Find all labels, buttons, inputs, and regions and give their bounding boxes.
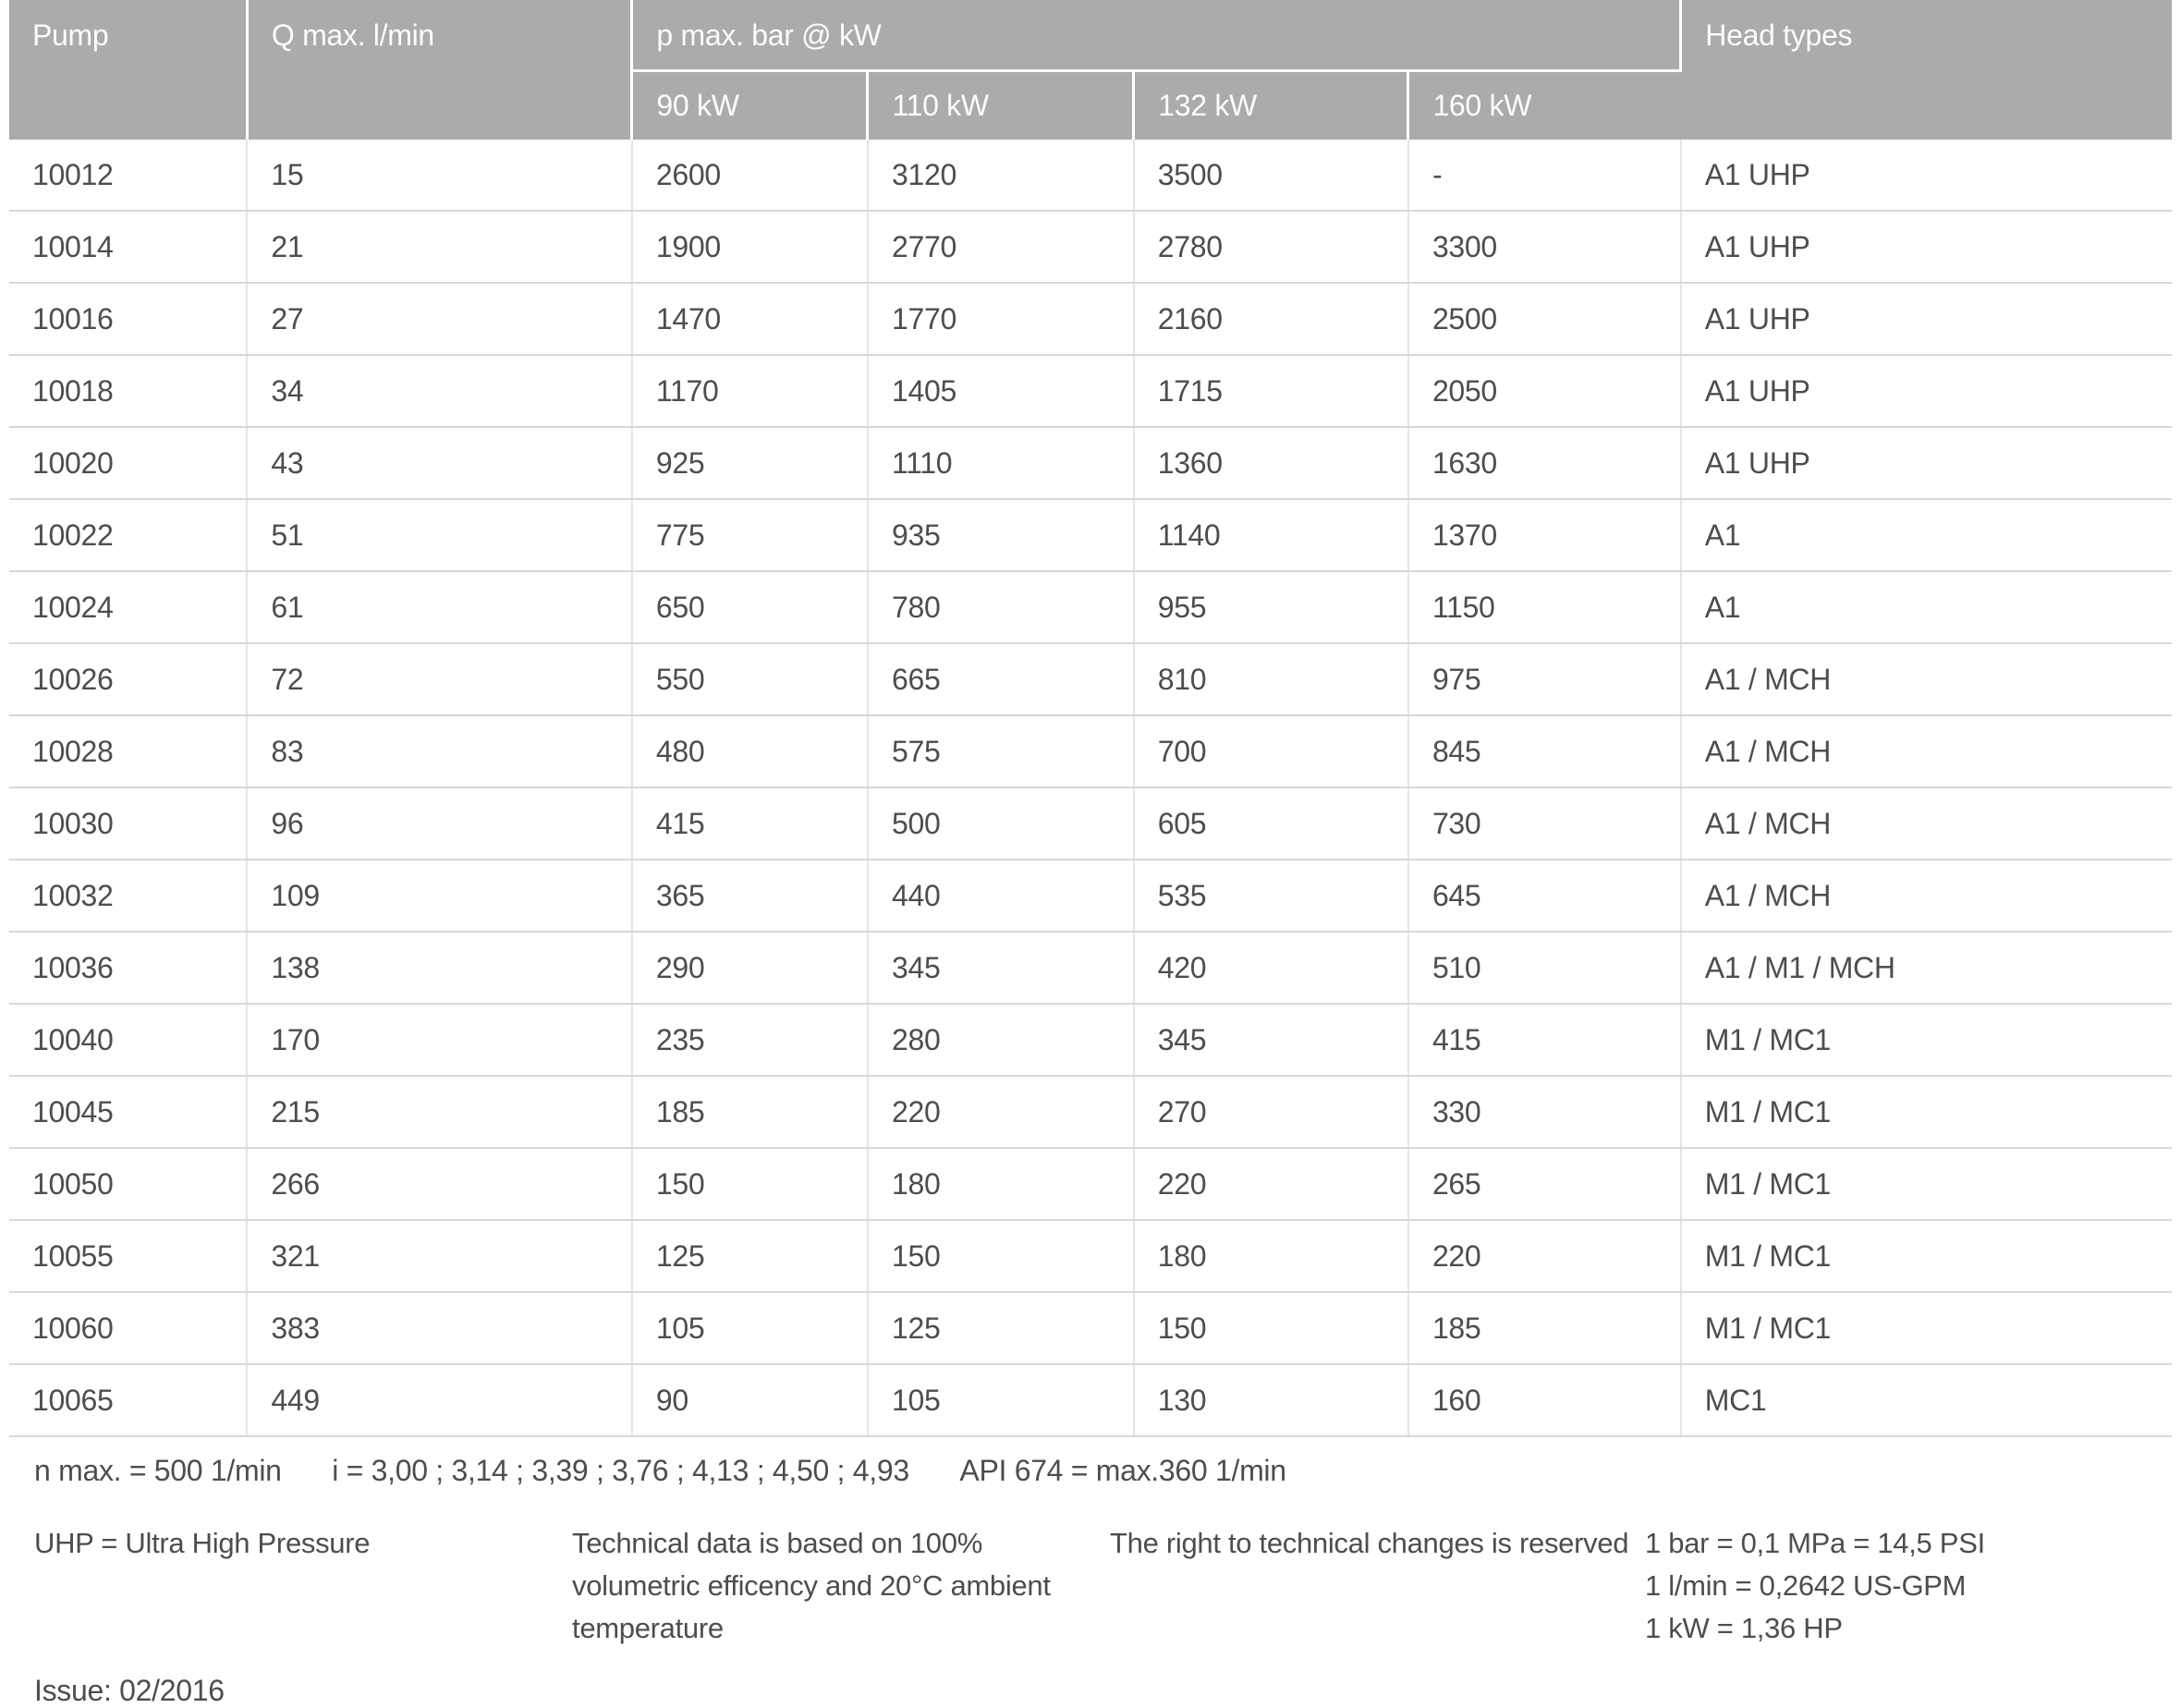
p-160kw-cell: - — [1408, 140, 1681, 211]
table-row — [9, 860, 2172, 932]
table-row — [9, 140, 2172, 211]
p-90kw-cell: 1900 — [632, 211, 868, 283]
footnote-n-max: n max. = 500 1/min — [34, 1454, 282, 1487]
col-header-132kw: 132 kW — [1134, 71, 1408, 140]
p-132kw-cell: 1360 — [1134, 427, 1408, 499]
pump-id-cell: 10036 — [9, 932, 247, 1004]
head-types-cell: A1 / MCH — [1681, 860, 2172, 932]
q-max-cell: 321 — [247, 1220, 632, 1292]
p-90kw-cell: 1470 — [632, 283, 868, 355]
table-body — [9, 140, 2172, 1436]
table-row — [9, 1364, 2172, 1436]
p-160kw-cell: 1630 — [1408, 427, 1681, 499]
pump-id-cell: 10014 — [9, 211, 247, 283]
table-row — [9, 1004, 2172, 1076]
p-160kw-cell: 2050 — [1408, 355, 1681, 427]
p-110kw-cell: 105 — [868, 1364, 1134, 1436]
pump-id-cell: 10026 — [9, 643, 247, 715]
p-90kw-cell: 290 — [632, 932, 868, 1004]
p-110kw-cell: 220 — [868, 1076, 1134, 1148]
q-max-cell: 61 — [247, 571, 632, 643]
q-max-cell: 34 — [247, 355, 632, 427]
col-header-p-max-group: p max. bar @ kW — [632, 0, 1681, 71]
p-90kw-cell: 185 — [632, 1076, 868, 1148]
q-max-cell: 383 — [247, 1292, 632, 1364]
p-110kw-cell: 1405 — [868, 355, 1134, 427]
table-row — [9, 1220, 2172, 1292]
pump-id-cell: 10040 — [9, 1004, 247, 1076]
q-max-cell: 96 — [247, 787, 632, 860]
head-types-cell: M1 / MC1 — [1681, 1292, 2172, 1364]
table-row — [9, 1292, 2172, 1364]
p-132kw-cell: 1715 — [1134, 355, 1408, 427]
p-110kw-cell: 2770 — [868, 211, 1134, 283]
table-row — [9, 427, 2172, 499]
p-90kw-cell: 90 — [632, 1364, 868, 1436]
p-90kw-cell: 1170 — [632, 355, 868, 427]
q-max-cell: 15 — [247, 140, 632, 211]
p-160kw-cell: 975 — [1408, 643, 1681, 715]
p-90kw-cell: 415 — [632, 787, 868, 860]
p-110kw-cell: 575 — [868, 715, 1134, 787]
p-90kw-cell: 105 — [632, 1292, 868, 1364]
pump-id-cell: 10065 — [9, 1364, 247, 1436]
table-footnote — [34, 1452, 2172, 1489]
p-110kw-cell: 500 — [868, 787, 1134, 860]
p-110kw-cell: 125 — [868, 1292, 1134, 1364]
p-160kw-cell: 645 — [1408, 860, 1681, 932]
col-header-90kw: 90 kW — [632, 71, 868, 140]
p-110kw-cell: 345 — [868, 932, 1134, 1004]
head-types-cell: A1 UHP — [1681, 355, 2172, 427]
p-160kw-cell: 3300 — [1408, 211, 1681, 283]
q-max-cell: 27 — [247, 283, 632, 355]
p-90kw-cell: 650 — [632, 571, 868, 643]
p-160kw-cell: 330 — [1408, 1076, 1681, 1148]
issue-date: Issue: 02/2016 — [34, 1674, 225, 1707]
p-110kw-cell: 440 — [868, 860, 1134, 932]
head-types-cell: MC1 — [1681, 1364, 2172, 1436]
pump-id-cell: 10022 — [9, 499, 247, 571]
table-row — [9, 932, 2172, 1004]
head-types-cell: A1 UHP — [1681, 427, 2172, 499]
p-160kw-cell: 2500 — [1408, 283, 1681, 355]
pump-id-cell: 10020 — [9, 427, 247, 499]
head-types-cell: A1 / MCH — [1681, 643, 2172, 715]
conversion-bar: 1 bar = 0,1 MPa = 14,5 PSI — [1645, 1527, 1985, 1559]
p-160kw-cell: 160 — [1408, 1364, 1681, 1436]
p-110kw-cell: 150 — [868, 1220, 1134, 1292]
p-110kw-cell: 935 — [868, 499, 1134, 571]
q-max-cell: 83 — [247, 715, 632, 787]
table-row — [9, 571, 2172, 643]
q-max-cell: 170 — [247, 1004, 632, 1076]
pump-id-cell: 10032 — [9, 860, 247, 932]
p-132kw-cell: 345 — [1134, 1004, 1408, 1076]
q-max-cell: 21 — [247, 211, 632, 283]
head-types-cell: A1 / M1 / MCH — [1681, 932, 2172, 1004]
note-uhp-abbreviation: UHP = Ultra High Pressure — [34, 1527, 371, 1559]
pump-id-cell: 10045 — [9, 1076, 247, 1148]
table-row — [9, 787, 2172, 860]
p-160kw-cell: 845 — [1408, 715, 1681, 787]
p-90kw-cell: 550 — [632, 643, 868, 715]
table-row — [9, 643, 2172, 715]
q-max-cell: 43 — [247, 427, 632, 499]
pump-id-cell: 10016 — [9, 283, 247, 355]
note-rights-reserved: The right to technical changes is reserved — [1110, 1527, 1629, 1559]
table-row — [9, 715, 2172, 787]
q-max-cell: 138 — [247, 932, 632, 1004]
footnote-i-ratios: i = 3,00 ; 3,14 ; 3,39 ; 3,76 ; 4,13 ; 4,50 ; 4,93 — [332, 1454, 909, 1487]
q-max-cell: 72 — [247, 643, 632, 715]
pump-id-cell: 10024 — [9, 571, 247, 643]
table-row — [9, 355, 2172, 427]
p-132kw-cell: 270 — [1134, 1076, 1408, 1148]
footnote-api-674: API 674 = max.360 1/min — [959, 1454, 1286, 1487]
p-110kw-cell: 280 — [868, 1004, 1134, 1076]
head-types-cell: A1 UHP — [1681, 211, 2172, 283]
p-160kw-cell: 1370 — [1408, 499, 1681, 571]
head-types-cell: A1 — [1681, 499, 2172, 571]
head-types-cell: A1 / MCH — [1681, 715, 2172, 787]
note-unit-conversions — [1645, 1522, 2172, 1650]
q-max-cell: 51 — [247, 499, 632, 571]
q-max-cell: 215 — [247, 1076, 632, 1148]
head-types-cell: M1 / MC1 — [1681, 1148, 2172, 1220]
p-160kw-cell: 1150 — [1408, 571, 1681, 643]
p-132kw-cell: 2780 — [1134, 211, 1408, 283]
p-90kw-cell: 235 — [632, 1004, 868, 1076]
p-90kw-cell: 125 — [632, 1220, 868, 1292]
head-types-cell: A1 UHP — [1681, 140, 2172, 211]
p-110kw-cell: 3120 — [868, 140, 1134, 211]
p-132kw-cell: 810 — [1134, 643, 1408, 715]
p-90kw-cell: 365 — [632, 860, 868, 932]
table-row — [9, 283, 2172, 355]
conversion-kw: 1 kW = 1,36 HP — [1645, 1612, 1843, 1644]
p-132kw-cell: 1140 — [1134, 499, 1408, 571]
head-types-cell: A1 — [1681, 571, 2172, 643]
p-90kw-cell: 775 — [632, 499, 868, 571]
p-90kw-cell: 480 — [632, 715, 868, 787]
p-160kw-cell: 265 — [1408, 1148, 1681, 1220]
conversion-lmin: 1 l/min = 0,2642 US-GPM — [1645, 1569, 1967, 1602]
q-max-cell: 109 — [247, 860, 632, 932]
head-types-cell: M1 / MC1 — [1681, 1220, 2172, 1292]
table-header — [9, 0, 2172, 140]
p-160kw-cell: 510 — [1408, 932, 1681, 1004]
datasheet-page — [9, 0, 2172, 1708]
p-132kw-cell: 420 — [1134, 932, 1408, 1004]
p-132kw-cell: 180 — [1134, 1220, 1408, 1292]
pump-id-cell: 10055 — [9, 1220, 247, 1292]
table-row — [9, 1148, 2172, 1220]
p-90kw-cell: 150 — [632, 1148, 868, 1220]
p-90kw-cell: 2600 — [632, 140, 868, 211]
p-110kw-cell: 665 — [868, 643, 1134, 715]
pump-id-cell: 10012 — [9, 140, 247, 211]
table-row — [9, 1076, 2172, 1148]
p-160kw-cell: 185 — [1408, 1292, 1681, 1364]
table-row — [9, 211, 2172, 283]
p-110kw-cell: 180 — [868, 1148, 1134, 1220]
col-header-160kw: 160 kW — [1408, 71, 1681, 140]
note-technical-basis: Technical data is based on 100% volumetric efficency and 20°C ambient temperature — [572, 1527, 1051, 1644]
col-header-q-max: Q max. l/min — [247, 0, 632, 140]
p-132kw-cell: 3500 — [1134, 140, 1408, 211]
head-types-cell: A1 UHP — [1681, 283, 2172, 355]
p-160kw-cell: 220 — [1408, 1220, 1681, 1292]
head-types-cell: M1 / MC1 — [1681, 1004, 2172, 1076]
col-header-head-types: Head types — [1681, 0, 2172, 140]
p-132kw-cell: 700 — [1134, 715, 1408, 787]
table-row — [9, 499, 2172, 571]
pump-id-cell: 10050 — [9, 1148, 247, 1220]
pump-id-cell: 10018 — [9, 355, 247, 427]
q-max-cell: 449 — [247, 1364, 632, 1436]
col-header-pump: Pump — [9, 0, 247, 140]
p-110kw-cell: 1770 — [868, 283, 1134, 355]
col-header-110kw: 110 kW — [868, 71, 1134, 140]
pump-id-cell: 10060 — [9, 1292, 247, 1364]
p-90kw-cell: 925 — [632, 427, 868, 499]
p-132kw-cell: 955 — [1134, 571, 1408, 643]
head-types-cell: A1 / MCH — [1681, 787, 2172, 860]
pump-spec-table — [9, 0, 2172, 1437]
pump-id-cell: 10028 — [9, 715, 247, 787]
p-160kw-cell: 415 — [1408, 1004, 1681, 1076]
q-max-cell: 266 — [247, 1148, 632, 1220]
notes-block — [34, 1522, 2172, 1650]
p-132kw-cell: 130 — [1134, 1364, 1408, 1436]
p-132kw-cell: 2160 — [1134, 283, 1408, 355]
p-110kw-cell: 780 — [868, 571, 1134, 643]
p-132kw-cell: 535 — [1134, 860, 1408, 932]
pump-id-cell: 10030 — [9, 787, 247, 860]
p-132kw-cell: 605 — [1134, 787, 1408, 860]
head-types-cell: M1 / MC1 — [1681, 1076, 2172, 1148]
p-132kw-cell: 220 — [1134, 1148, 1408, 1220]
p-132kw-cell: 150 — [1134, 1292, 1408, 1364]
p-160kw-cell: 730 — [1408, 787, 1681, 860]
p-110kw-cell: 1110 — [868, 427, 1134, 499]
